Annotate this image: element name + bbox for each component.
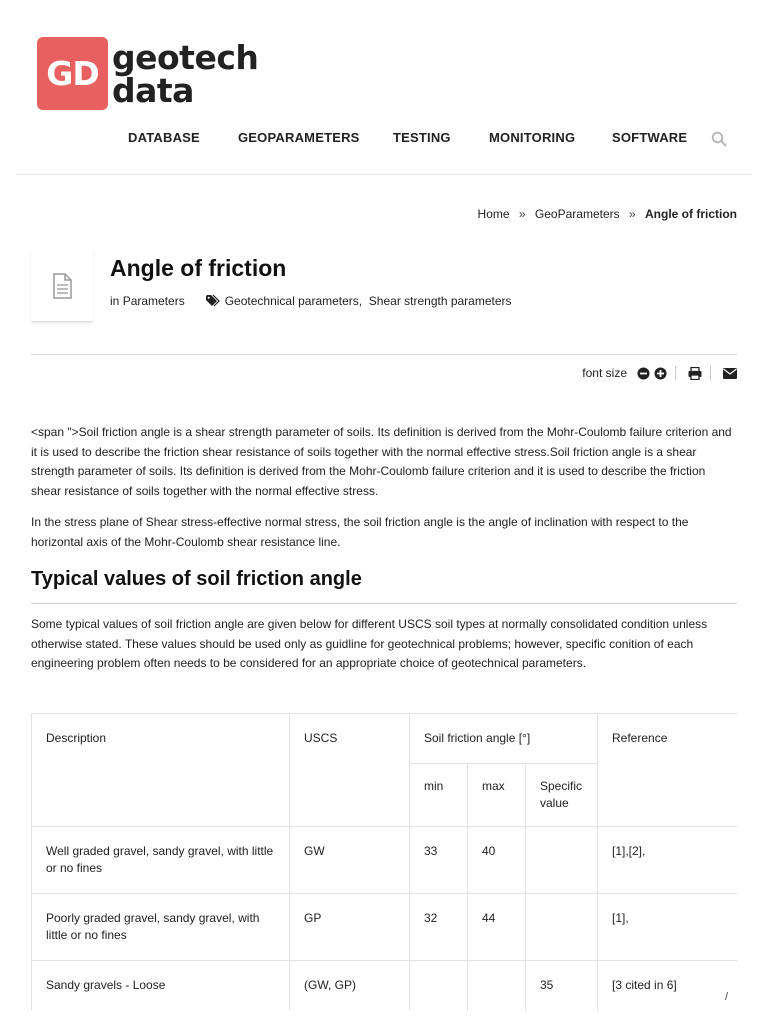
breadcrumb <box>478 207 737 221</box>
increase-font-icon[interactable] <box>654 367 667 380</box>
category-prefix: in <box>110 294 120 308</box>
typical-values-paragraph: Some typical values of soil friction angle are given below for different USCS soil types at normally consolidated condition unless otherwise stated. These values should be used only as guidline for geotechnical problems; however, specific conition of each engineering problem often needs to be considered for an appropriate choice of geotechnical parameters. <box>31 617 708 670</box>
header-divider <box>16 174 752 175</box>
header-reference: Reference <box>598 714 738 827</box>
email-icon[interactable] <box>723 368 737 379</box>
main-nav <box>0 130 768 146</box>
logo-line-1: geotech <box>112 37 259 77</box>
tag-links[interactable]: Geotechnical parameters, Shear strength parameters <box>224 294 512 308</box>
section-heading-rule <box>31 603 737 604</box>
header-min: min <box>410 764 468 827</box>
nav-item-monitoring[interactable]: MONITORING <box>489 130 576 145</box>
cell-max <box>468 961 526 1011</box>
section-heading: Typical values of soil friction angle <box>31 568 362 590</box>
tags-icon <box>206 295 220 307</box>
cell-reference[interactable]: [1], <box>598 894 738 961</box>
print-icon[interactable] <box>688 367 702 380</box>
cell-specific <box>526 827 598 894</box>
cell-reference[interactable]: [3 cited in 6] <box>598 961 738 1011</box>
cell-uscs: GP <box>290 894 410 961</box>
document-icon <box>52 273 72 299</box>
breadcrumb-section[interactable]: GeoParameters <box>534 207 620 221</box>
cell-description: Well graded gravel, sandy gravel, with little or no fines <box>32 827 290 894</box>
article-toolbar <box>582 366 737 380</box>
table-row <box>32 961 738 1011</box>
header-friction-angle: Soil friction angle [°] <box>410 714 598 764</box>
header-uscs: USCS <box>290 714 410 827</box>
breadcrumb-home[interactable]: Home <box>477 207 510 221</box>
cell-min <box>410 961 468 1011</box>
cell-min: 32 <box>410 894 468 961</box>
category-link[interactable]: Parameters <box>122 294 185 308</box>
breadcrumb-separator: » <box>518 207 526 221</box>
nav-item-software[interactable]: SOFTWARE <box>612 130 688 145</box>
cell-specific: 35 <box>526 961 598 1011</box>
site-logo[interactable] <box>37 37 258 110</box>
table-row <box>32 894 738 961</box>
article-meta <box>110 294 512 308</box>
search-icon[interactable] <box>711 131 727 147</box>
cell-min: 33 <box>410 827 468 894</box>
header-description: Description <box>32 714 290 827</box>
font-size-label: font size <box>582 366 627 380</box>
page-title: Angle of friction <box>110 255 287 281</box>
toolbar-separator <box>710 366 711 380</box>
cell-description: Sandy gravels - Loose <box>32 961 290 1011</box>
logo-line-2: data <box>112 70 194 110</box>
header-specific-value: Specific value <box>526 764 598 827</box>
nav-item-testing[interactable]: TESTING <box>393 130 451 145</box>
page-number: / <box>725 991 729 1003</box>
toolbar-separator <box>675 366 676 380</box>
table-row <box>32 827 738 894</box>
article-divider <box>31 354 737 355</box>
article-format-badge <box>31 251 93 321</box>
decrease-font-icon[interactable] <box>637 367 650 380</box>
cell-max: 44 <box>468 894 526 961</box>
logo-mark: GD <box>37 37 108 110</box>
cell-reference[interactable]: [1],[2], <box>598 827 738 894</box>
friction-angle-table <box>31 713 737 1011</box>
cell-specific <box>526 894 598 961</box>
cell-description: Poorly graded gravel, sandy gravel, with little or no fines <box>32 894 290 961</box>
cell-max: 40 <box>468 827 526 894</box>
intro-paragraph: <span ">Soil friction angle is a shear strength parameter of soils. Its definition is derived from the Mohr-Coulomb failure criterion and it is used to describe the friction shear resistance of soils together with the normal effective stress.Soil friction angle is a shear strength parameter of soils. Its definition is derived from the Mohr-Coulomb failure criterion and it is used to describe the friction shear resistance of soils together with the normal effective stress. <box>31 425 732 498</box>
nav-item-database[interactable]: DATABASE <box>128 130 200 145</box>
breadcrumb-separator: » <box>628 207 636 221</box>
logo-wordmark <box>112 37 259 110</box>
nav-item-geoparameters[interactable]: GEOPARAMETERS <box>238 130 360 145</box>
cell-uscs: GW <box>290 827 410 894</box>
cell-uscs: (GW, GP) <box>290 961 410 1011</box>
stress-plane-paragraph: In the stress plane of Shear stress-effective normal stress, the soil friction angle is the angle of inclination with respect to the horizontal axis of the Mohr-Coulomb shear resistance line. <box>31 515 689 549</box>
header-max: max <box>468 764 526 827</box>
breadcrumb-current: Angle of friction <box>645 207 737 221</box>
table-header-row <box>32 714 738 764</box>
